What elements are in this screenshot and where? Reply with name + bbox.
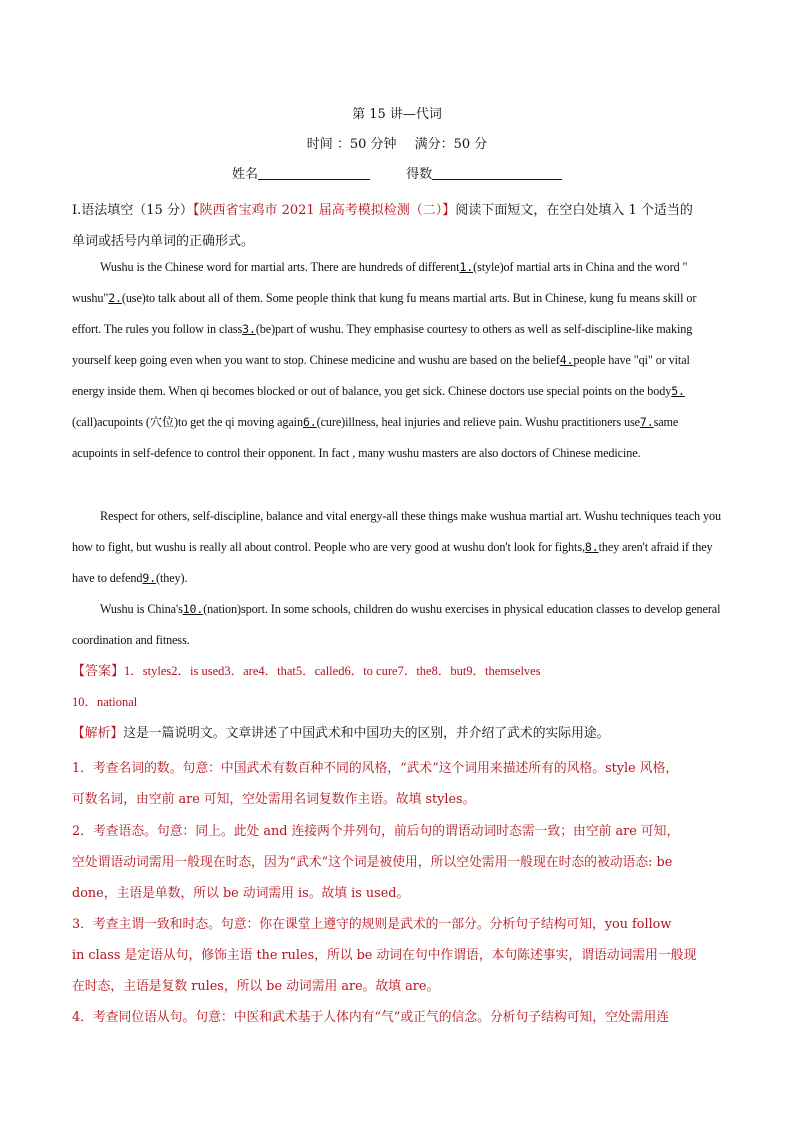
student-info-line: [232, 163, 562, 182]
score-field-label: 得数: [406, 167, 433, 182]
answer-section: [72, 656, 732, 718]
analysis-line: 2．考查语态。句意：同上。此处 and 连接两个并列句，前后句的谓语动词时态需一致；由空前 are 可知，: [72, 824, 680, 839]
analysis-summary: 这是一篇说明文。文章讲述了中国武术和中国功夫的区别，并介绍了武术的实际用途。: [123, 726, 610, 741]
time-label: 时间 ：50 分钟: [306, 137, 397, 152]
blank-6[interactable]: 6.: [302, 415, 317, 429]
blank-8[interactable]: 8.: [584, 540, 599, 554]
blank-10[interactable]: 10.: [182, 602, 204, 616]
blank-1[interactable]: 1.: [459, 260, 474, 274]
passage-paragraph-3: Wushu is China's10.(nation)sport. In some schools, children do wushu exercises in physical education classes to develop general coordination and fitness.: [72, 602, 721, 647]
answer-line-1: 1．styles2．is used3．are4．that5．called6．to cure7．the8．but9．themselves: [124, 664, 541, 678]
name-field[interactable]: [258, 166, 370, 180]
analysis-line: 空处谓语动词需用一般现在时态，因为“武术”这个词是被使用，所以空处需用一般现在时态的被动语态: be: [72, 855, 673, 870]
analysis-line: 可数名词，由空前 are 可知，空处需用名词复数作主语。故填 styles。: [72, 792, 476, 807]
instruction-2: 单词或括号内单词的正确形式。: [72, 234, 255, 249]
passage-paragraph-2: Respect for others, self-discipline, balance and vital energy-all these things make wushua martial art. Wushu techniques teach you how to fight, but wushu is really all about control. People who are very good at wushu don't look for fights,8.they aren't afraid if they have to defend9.(they).: [72, 509, 721, 585]
name-label: 姓名: [232, 167, 259, 182]
analysis-intro: [72, 718, 732, 749]
source-tag: 【陕西省宝鸡市 2021 届高考模拟检测（二）】: [192, 203, 456, 218]
page-title: 第 15 讲—代词: [352, 107, 442, 122]
analysis-line: 1．考查名词的数。句意：中国武术有数百种不同的风格，“武术”这个词用来描述所有的风格。style 风格，: [72, 761, 679, 776]
analysis-line: 在时态，主语是复数 rules，所以 be 动词需用 are。故填 are。: [72, 979, 440, 994]
answer-tag: 【答案】: [72, 664, 125, 679]
analysis-line: 4．考查同位语从句。句意：中医和武术基于人体内有“气”或正气的信念。分析句子结构可知，空处需用连: [72, 1010, 670, 1025]
answer-line-2: 10．national: [72, 695, 138, 709]
section-heading: [72, 195, 732, 257]
analysis-line: in class 是定语从句，修饰主语 the rules，所以 be 动词在句中作谓语，本句陈述事实，谓语动词需用一般现: [72, 948, 697, 963]
analysis-tag: 【解析】: [72, 726, 124, 741]
instruction-1: 阅读下面短文，在空白处填入 1 个适当的: [455, 203, 693, 218]
section-prefix: I.语法填空（15 分）: [72, 203, 193, 218]
blank-3[interactable]: 3.: [242, 322, 256, 336]
passage-paragraph-1: Wushu is the Chinese word for martial arts. There are hundreds of different1.(style)of martial arts in China and the word " wushu"2.(use)to talk about all of them. Some people think that kung fu means martial arts. But in Chinese, kung fu means skill or effort. The rules you follow in class3.(be)part of wushu. They emphasise courtesy to others as well as self-discipline-like making yourself keep going even when you want to stop. Chinese medicine and wushu are based on the belief4.people have "qi" or vital energy inside them. When qi becomes blocked or out of balance, you get sick. Chinese doctors use special points on the body5.(call)acupoints (穴位)to get the qi moving again6.(cure)illness, heal injuries and relieve pain. Wushu practitioners use7.same acupoints in self-defence to control their opponent. In fact , many wushu masters are also doctors of Chinese medicine.: [72, 260, 697, 460]
score-field[interactable]: [432, 166, 562, 180]
blank-9[interactable]: 9.: [142, 571, 156, 585]
exam-info: [0, 133, 794, 152]
full-score-label: 满分：50 分: [414, 137, 488, 152]
blank-7[interactable]: 7.: [639, 415, 654, 429]
analysis-line: 3．考查主谓一致和时态。句意：你在课堂上遵守的规则是武术的一部分。分析句子结构可知，you follow: [72, 917, 672, 932]
blank-4[interactable]: 4.: [559, 353, 574, 367]
analysis-line: done，主语是单数，所以 be 动词需用 is。故填 is used。: [72, 886, 410, 901]
blank-5[interactable]: 5.: [671, 384, 685, 398]
blank-2[interactable]: 2.: [108, 291, 122, 305]
